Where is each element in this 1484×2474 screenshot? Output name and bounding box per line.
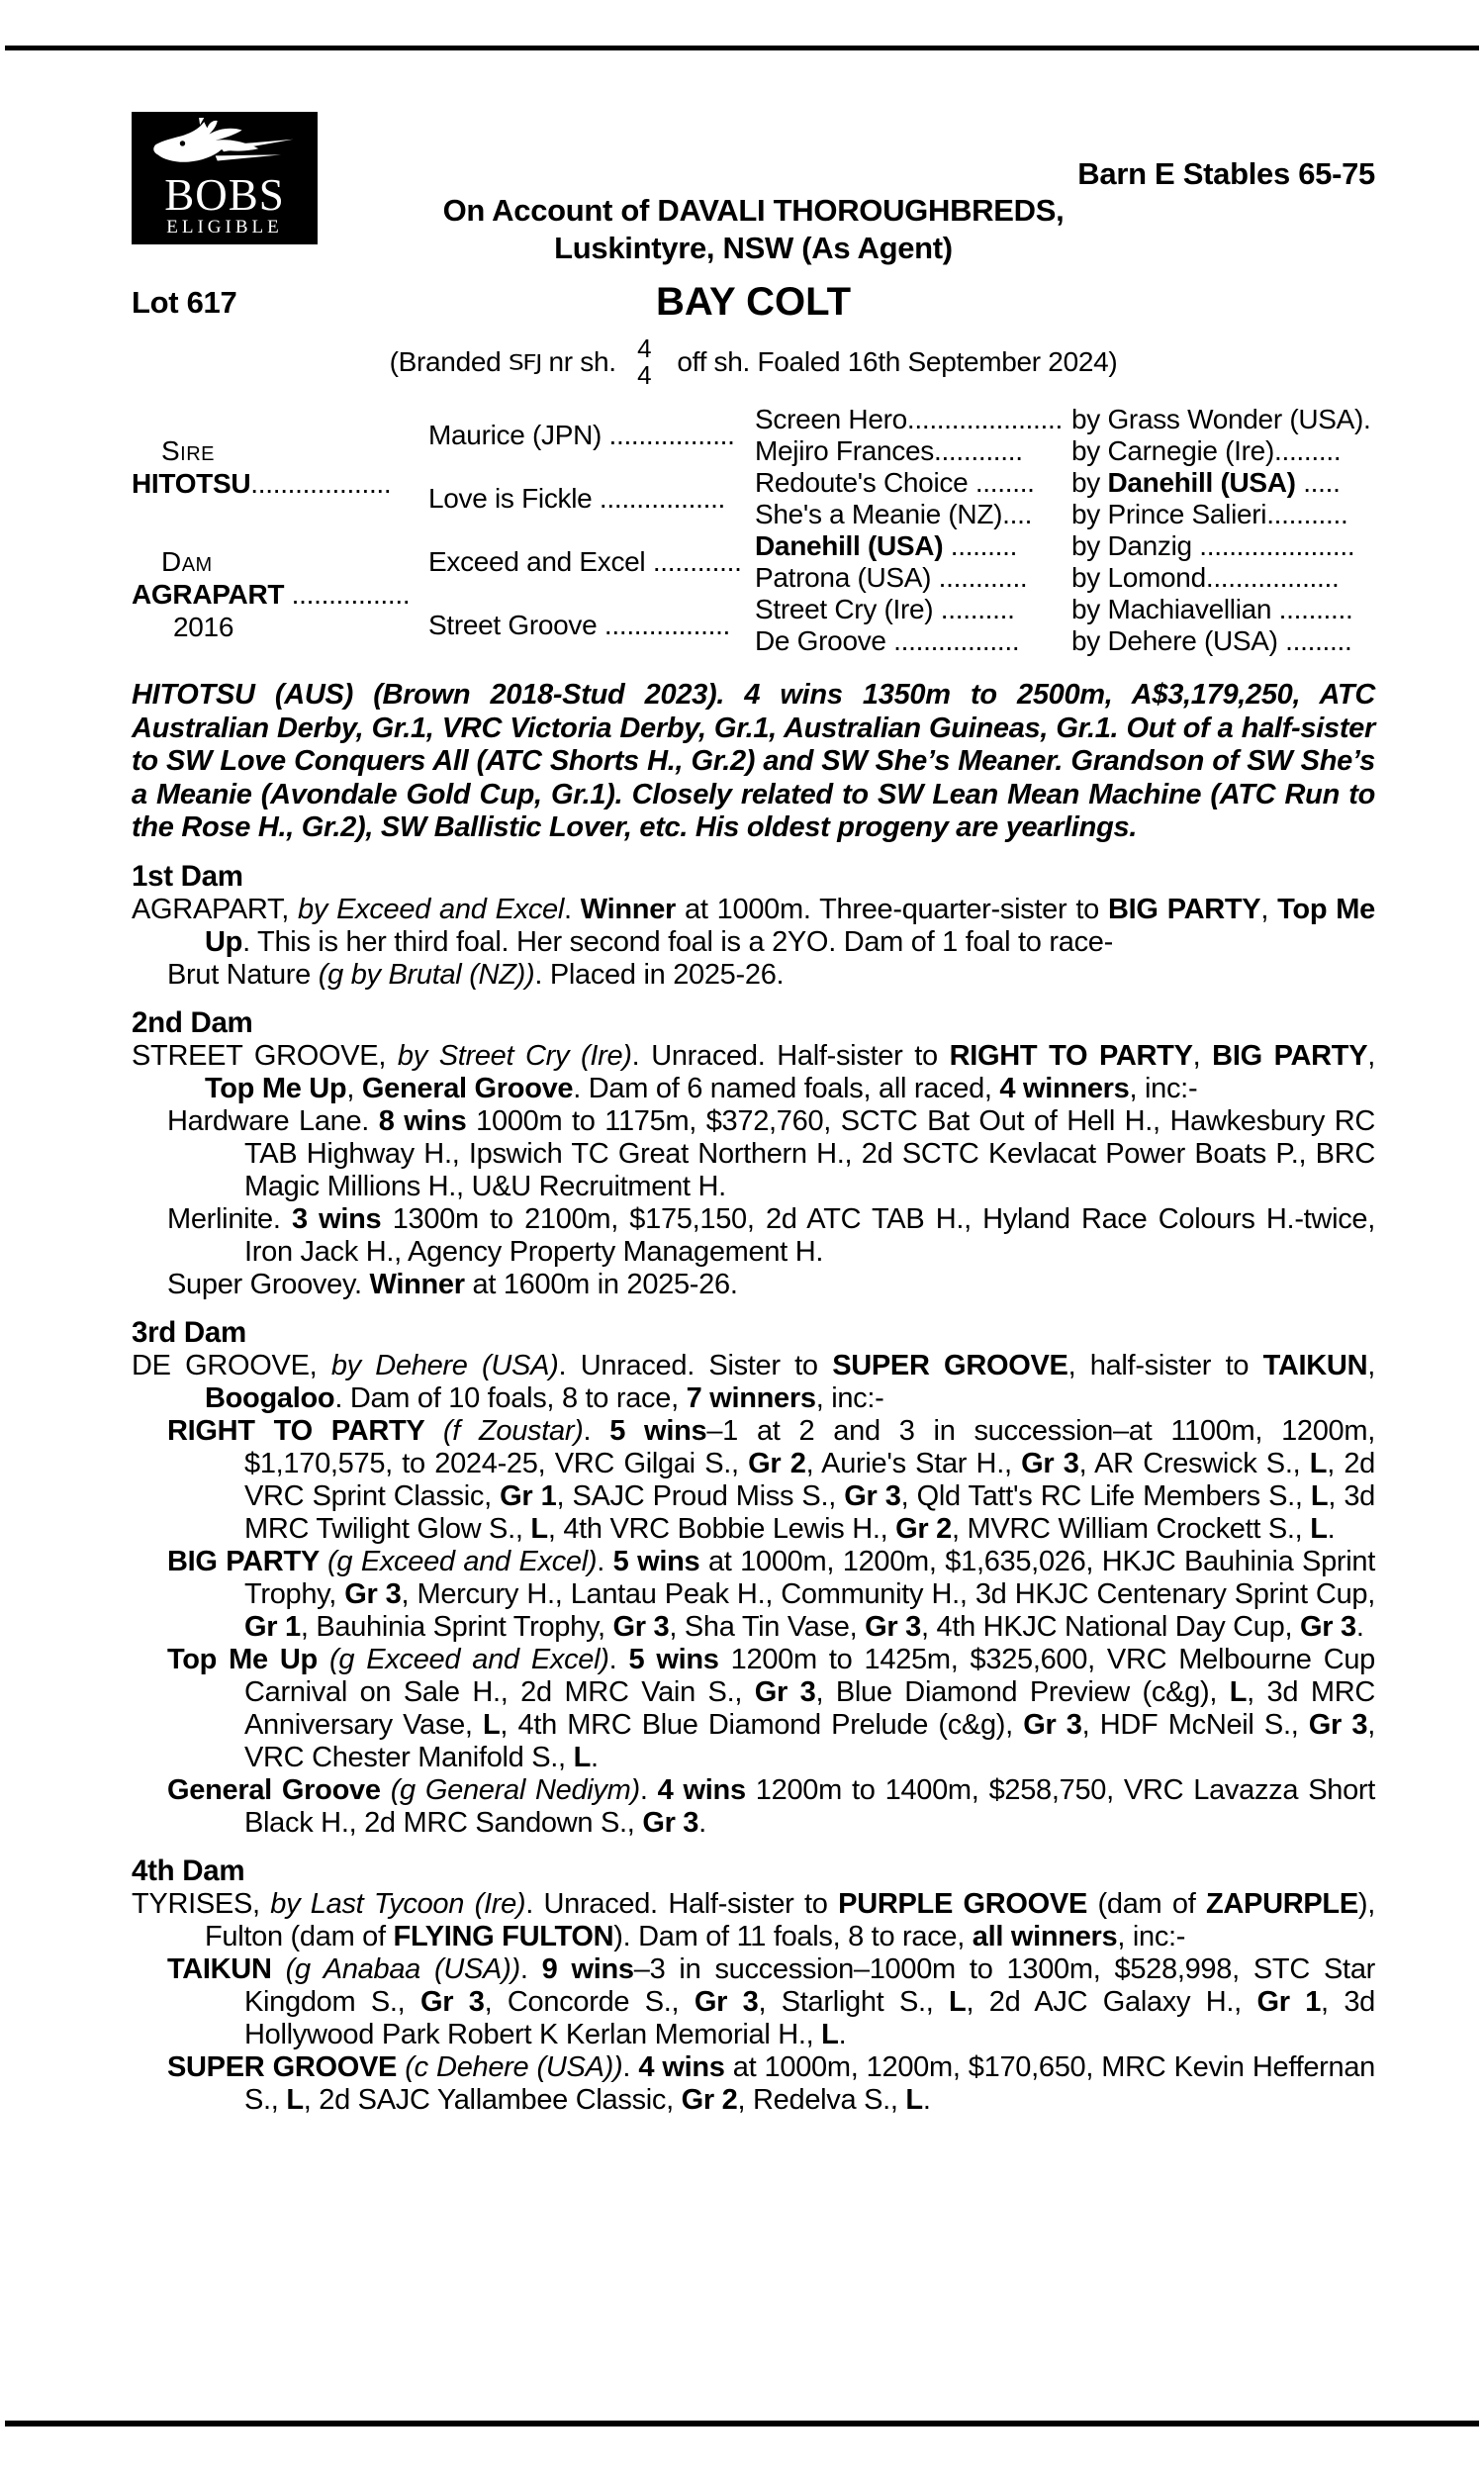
foal-entry	[167, 959, 1375, 992]
text-segment: , 2d AJC Galaxy H.,	[966, 1985, 1257, 2018]
foal-entry	[167, 1546, 1375, 1644]
text-segment: , AR Creswick S.,	[1078, 1447, 1310, 1479]
text-segment: , 4th MRC Blue Diamond Prelude (c&g),	[500, 1708, 1024, 1741]
sire-label: Sire	[161, 435, 216, 466]
pedigree-parent: Love is Fickle .................	[428, 483, 726, 514]
text-segment: .	[597, 1545, 613, 1577]
text-segment: .	[564, 893, 581, 925]
text-segment: by Grass Wonder (USA).	[1071, 404, 1371, 434]
text-segment: at 1000m. Three-quarter-sister to	[676, 893, 1109, 925]
text-segment: .	[591, 1741, 599, 1773]
dam-paragraph	[132, 1888, 1375, 1953]
text-segment: at 1600m in 2025-26.	[464, 1268, 738, 1300]
pedigree-grandparent	[755, 499, 1071, 530]
pedigree-great-grandsire	[1071, 499, 1375, 530]
text-segment: by Last Tycoon (Ire)	[270, 1887, 526, 1920]
text-segment: . Unraced. Half-sister to	[525, 1887, 839, 1920]
foal-entry	[167, 2051, 1375, 2117]
text-segment: BIG PARTY	[167, 1545, 328, 1577]
text-segment: Gr 3	[754, 1675, 816, 1708]
text-segment: . Unraced. Sister to	[558, 1349, 833, 1381]
dam-sections	[132, 859, 1375, 2117]
pedigree-parent: Maurice (JPN) .................	[428, 420, 735, 450]
text-segment: Gr 3	[1299, 1610, 1356, 1643]
text-segment: Redoute's Choice ........	[755, 467, 1035, 498]
pedigree-column-parents	[428, 404, 755, 657]
text-segment: ). Dam of 11 foals, 8 to race,	[613, 1920, 973, 1952]
text-segment: (g Anabaa (USA))	[285, 1952, 520, 1985]
text-segment: 9 wins	[541, 1952, 634, 1985]
text-segment: Gr 3	[344, 1577, 402, 1610]
bottom-rule	[5, 2421, 1479, 2426]
text-segment: .	[583, 1414, 610, 1447]
brand-number-bottom: 4	[637, 360, 652, 390]
dam-block	[132, 530, 428, 657]
text-segment: Gr 2	[748, 1447, 806, 1479]
text-segment: L	[905, 2083, 923, 2116]
text-segment: Gr 3	[1308, 1708, 1368, 1741]
text-segment: Winner	[369, 1268, 465, 1300]
text-segment: Gr 2	[895, 1512, 952, 1545]
dam-year: 2016	[173, 611, 234, 642]
dam-paragraph	[132, 894, 1375, 959]
text-segment: Patrona (USA) ............	[755, 562, 1028, 593]
pedigree-parent: Street Groove .................	[428, 610, 731, 640]
brand-mark: SFJ	[508, 349, 541, 375]
lot-title-row	[132, 279, 1375, 325]
text-segment: .	[608, 1643, 629, 1675]
text-segment: Gr 1	[500, 1479, 557, 1512]
lot-number: Lot 617	[132, 285, 237, 320]
text-segment: PURPLE GROOVE	[838, 1887, 1087, 1920]
text-segment: , 3d Hollywood Park Robert K Kerlan Memorial H.,	[244, 1985, 1375, 2050]
text-segment: RIGHT TO PARTY	[167, 1414, 443, 1447]
branded-prefix: (Branded	[389, 346, 509, 377]
text-segment: 4 wins	[657, 1773, 746, 1806]
text-segment: (f Zoustar)	[442, 1414, 584, 1447]
pedigree-grandparent	[755, 625, 1071, 657]
text-segment: Screen Hero.....................	[755, 404, 1063, 434]
text-segment: , HDF McNeil S.,	[1081, 1708, 1309, 1741]
text-segment: Gr 3	[694, 1985, 759, 2018]
pedigree-parent: Exceed and Excel ............	[428, 546, 742, 577]
text-segment: (g Exceed and Excel)	[327, 1545, 598, 1577]
text-segment: Mejiro Frances............	[755, 435, 1023, 466]
bobs-eligible-logo	[132, 112, 318, 244]
text-segment: Gr 3	[642, 1806, 699, 1839]
text-segment: 8 wins	[378, 1104, 467, 1137]
branded-line	[132, 327, 1375, 398]
text-segment: De Groove .................	[755, 625, 1020, 656]
text-segment: L	[1309, 1447, 1328, 1479]
text-segment: by Street Cry (Ire)	[397, 1039, 632, 1072]
text-segment: , Sha Tin Vase,	[669, 1610, 866, 1643]
dam-label: Dam	[161, 545, 213, 577]
text-segment: , Redelva S.,	[737, 2083, 906, 2116]
text-segment: ,	[1260, 893, 1278, 925]
text-segment: , 2d VRC Sprint Classic,	[244, 1447, 1375, 1512]
text-segment: L	[1310, 1479, 1329, 1512]
text-segment: Street Cry (Ire) ..........	[755, 594, 1015, 624]
text-segment: –3 in succession–1000m to 1300m, $528,998, STC Star Kingdom S.,	[244, 1952, 1375, 2018]
text-segment: by Dehere (USA) .........	[1071, 625, 1352, 656]
text-segment: Gr 1	[244, 1610, 301, 1643]
text-segment: Merlinite.	[167, 1202, 292, 1235]
text-segment: Gr 3	[612, 1610, 670, 1643]
text-segment: Top Me Up	[205, 893, 1375, 958]
brand-number	[637, 335, 651, 389]
text-segment: .	[838, 2018, 847, 2050]
foal-entry	[167, 1415, 1375, 1546]
pedigree-great-grandsire	[1071, 404, 1375, 435]
text-segment: Top Me Up	[205, 1072, 347, 1104]
text-segment: Super Groovey.	[167, 1268, 370, 1300]
text-segment: TAIKUN	[167, 1952, 286, 1985]
text-segment: Gr 3	[844, 1479, 901, 1512]
text-segment: by Prince Salieri...........	[1071, 499, 1348, 529]
pedigree-grandparent	[755, 530, 1071, 562]
pedigree-grandparent	[755, 404, 1071, 435]
text-segment: .........	[943, 530, 1018, 561]
text-segment: , 4th HKJC National Day Cup,	[921, 1610, 1300, 1643]
text-segment: .	[698, 1806, 706, 1839]
text-segment: . This is her third foal. Her second foal is a 2YO. Dam of 1 foal to race-	[242, 925, 1113, 958]
text-segment: ,	[1192, 1039, 1213, 1072]
text-segment: . Placed in 2025-26.	[534, 958, 785, 991]
text-segment: 7 winners	[686, 1381, 816, 1414]
pedigree-great-grandsire	[1071, 562, 1375, 594]
dam-heading: 3rd Dam	[132, 1315, 246, 1349]
pedigree-grandparent	[755, 435, 1071, 467]
text-segment: . Dam of 6 named foals, all raced,	[573, 1072, 1000, 1104]
pedigree-grandparent	[755, 594, 1071, 625]
text-segment: AGRAPART	[132, 578, 285, 610]
text-segment: . Dam of 10 foals, 8 to race,	[334, 1381, 687, 1414]
text-segment: FLYING FULTON	[393, 1920, 614, 1952]
text-segment: by Lomond..................	[1071, 562, 1340, 593]
foal-entry	[167, 1105, 1375, 1203]
text-segment: by Danzig .....................	[1071, 530, 1355, 561]
text-segment: ,	[1367, 1039, 1375, 1072]
text-segment: L	[821, 2018, 839, 2050]
text-segment: .	[519, 1952, 542, 1985]
text-segment: , Qld Tatt's RC Life Members S.,	[900, 1479, 1311, 1512]
logo-text-eligible: ELIGIBLE	[166, 217, 283, 238]
text-segment: TYRISES,	[132, 1887, 271, 1920]
text-segment: , half-sister to	[1067, 1349, 1263, 1381]
text-segment: by Machiavellian ..........	[1071, 594, 1353, 624]
pedigree-column-subject	[132, 404, 428, 657]
text-segment: 1300m to 2100m, $175,150, 2d ATC TAB H., Hyland Race Colours H.-twice, Iron Jack H., Agency Property Management H.	[244, 1202, 1375, 1268]
barn-stables-label: Barn E Stables 65-75	[1077, 156, 1375, 191]
text-segment: by	[1071, 467, 1108, 498]
text-segment: DE GROOVE,	[132, 1349, 331, 1381]
text-segment: , Bauhinia Sprint Trophy,	[300, 1610, 613, 1643]
text-segment: Gr 3	[1023, 1708, 1082, 1741]
text-segment: General Groove	[167, 1773, 391, 1806]
text-segment: by Carnegie (Ire).........	[1071, 435, 1342, 466]
sire-summary	[132, 679, 1375, 845]
text-segment: ZAPURPLE	[1206, 1887, 1358, 1920]
text-segment: Hardware Lane.	[167, 1104, 379, 1137]
text-segment: , inc:-	[815, 1381, 884, 1414]
text-segment: , Aurie's Star H.,	[805, 1447, 1022, 1479]
text-segment: ,	[1367, 1349, 1375, 1381]
text-segment: 3 wins	[291, 1202, 382, 1235]
text-segment: ,	[346, 1072, 362, 1104]
vendor-line-1: On Account of DAVALI THOROUGHBREDS,	[442, 193, 1065, 228]
text-segment: Gr 3	[419, 1985, 485, 2018]
text-segment: (c Dehere (USA))	[405, 2050, 623, 2083]
text-segment: , VRC Chester Manifold S.,	[244, 1708, 1375, 1773]
foal-entry	[167, 1203, 1375, 1269]
text-segment: TAIKUN	[1262, 1349, 1368, 1381]
text-segment: .	[1355, 1610, 1364, 1643]
pedigree-grandparent	[755, 562, 1071, 594]
text-segment: 5 wins	[612, 1545, 700, 1577]
text-segment: L	[482, 1708, 501, 1741]
text-segment: 1000m to 1175m, $372,760, SCTC Bat Out of Hell H., Hawkesbury RC TAB Highway H., Ipswich TC Great Northern H., 2d SCTC Kevlacat Power Boats P., BRC Magic Millions H., U&U Recruitment H.	[244, 1104, 1375, 1202]
text-segment: (g General Nediym)	[390, 1773, 640, 1806]
text-segment: ...................	[250, 468, 392, 499]
pedigree-great-grandsire	[1071, 530, 1375, 562]
text-segment: 4 winners	[999, 1072, 1130, 1104]
text-segment: L	[530, 1512, 548, 1545]
text-segment: L	[1229, 1675, 1248, 1708]
pedigree-grandparent	[755, 467, 1071, 499]
text-segment: 1200m to 1425m, $325,600, VRC Melbourne Cup Carnival on Sale H., 2d MRC Vain S.,	[244, 1643, 1375, 1708]
text-segment: L	[573, 1741, 591, 1773]
text-segment: SUPER GROOVE	[167, 2050, 406, 2083]
text-segment: (g Exceed and Excel)	[329, 1643, 609, 1675]
text-segment: L	[286, 2083, 304, 2116]
pedigree-great-grandsire	[1071, 435, 1375, 467]
text-segment: . Unraced. Half-sister to	[631, 1039, 950, 1072]
text-segment: Danehill (USA)	[755, 530, 944, 561]
text-segment: 4 wins	[638, 2050, 725, 2083]
text-segment: RIGHT TO PARTY	[949, 1039, 1193, 1072]
text-segment: , 2d SAJC Yallambee Classic,	[303, 2083, 682, 2116]
text-segment: , 3d MRC Twilight Glow S.,	[244, 1479, 1375, 1545]
text-segment: 1200m to 1400m, $258,750, VRC Lavazza Short Black H., 2d MRC Sandown S.,	[244, 1773, 1376, 1839]
text-segment: Danehill (USA)	[1107, 467, 1296, 498]
text-segment: , 3d MRC Anniversary Vase,	[244, 1675, 1375, 1741]
text-segment: L	[949, 1985, 967, 2018]
dam-name	[132, 578, 428, 611]
text-segment: General Groove	[361, 1072, 574, 1104]
text-segment: , Concorde S.,	[484, 1985, 695, 2018]
text-segment: L	[1310, 1512, 1328, 1545]
horse-head-icon	[145, 118, 304, 173]
text-segment: , Mercury H., Lantau Peak H., Community H., 3d HKJC Centenary Sprint Cup,	[401, 1577, 1375, 1610]
logo-text-bobs: BOBS	[164, 170, 285, 220]
pedigree-great-grandsire	[1071, 467, 1375, 499]
text-segment: .....	[1295, 467, 1341, 498]
page-title: BAY COLT	[655, 280, 852, 324]
text-segment: ................	[284, 578, 411, 610]
text-segment: , MVRC William Crockett S.,	[952, 1512, 1311, 1545]
brand-number-top: 4	[637, 333, 652, 363]
vendor-line-2: Luskintyre, NSW (As Agent)	[554, 231, 953, 265]
text-segment: BIG PARTY	[1108, 893, 1261, 925]
page-content	[132, 0, 1375, 2117]
text-segment: Winner	[580, 893, 677, 925]
branded-suffix: off sh. Foaled 16th September 2024)	[677, 346, 1118, 377]
text-segment: , inc:-	[1129, 1072, 1198, 1104]
text-segment: Gr 3	[865, 1610, 921, 1643]
text-segment: .	[1327, 1512, 1336, 1545]
text-segment: by Dehere (USA)	[330, 1349, 559, 1381]
text-segment: HITOTSU	[132, 468, 251, 499]
text-segment: BIG PARTY	[1212, 1039, 1368, 1072]
text-segment: AGRAPART,	[132, 893, 299, 925]
pedigree-table	[132, 404, 1375, 657]
sire-block	[132, 404, 428, 530]
text-segment: , Starlight S.,	[758, 1985, 950, 2018]
text-segment: 5 wins	[609, 1414, 707, 1447]
text-segment: , 4th VRC Bobbie Lewis H.,	[547, 1512, 896, 1545]
text-segment: STREET GROOVE,	[132, 1039, 398, 1072]
text-segment: She's a Meanie (NZ)....	[755, 499, 1033, 529]
dam-heading: 2nd Dam	[132, 1005, 253, 1039]
text-segment: , SAJC Proud Miss S.,	[556, 1479, 845, 1512]
text-segment: at 1000m, 1200m, $170,650, MRC Kevin Heffernan S.,	[244, 2050, 1376, 2116]
text-segment: –1 at 2 and 3 in succession–at 1100m, 1200m, $1,170,575, to 2024-25, VRC Gilgai S.,	[244, 1414, 1375, 1479]
text-segment: all winners	[972, 1920, 1118, 1952]
text-segment: HITOTSU (AUS) (Brown 2018-Stud 2023). 4 wins 1350m to 2500m, A$3,179,250, ATC Australian Derby, Gr.1, VRC Victoria Derby, Gr.1, Australian Guineas, Gr.1. Out of a half-sister to SW Love Conquers All (ATC Shorts H., Gr.2) and SW She’s Meaner. Grandson of SW She’s a Meanie (Avondale Gold Cup, Gr.1). Closely related to SW Lean Mean Machine (ATC Run to the Rose H., Gr.2), SW Ballistic Lover, etc. His oldest progeny are yearlings.	[132, 679, 1375, 843]
pedigree-great-grandsire	[1071, 625, 1375, 657]
foal-entry	[167, 1774, 1375, 1840]
pedigree-great-grandsire	[1071, 594, 1375, 625]
dam-heading: 1st Dam	[132, 859, 243, 893]
text-segment: SUPER GROOVE	[832, 1349, 1068, 1381]
text-segment: , inc:-	[1117, 1920, 1186, 1952]
dam-heading: 4th Dam	[132, 1854, 245, 1887]
dam-paragraph	[132, 1040, 1375, 1105]
text-segment: .	[622, 2050, 639, 2083]
text-segment: Boogaloo	[205, 1381, 335, 1414]
text-segment: .	[639, 1773, 658, 1806]
pedigree-column-grandparents	[755, 404, 1375, 657]
text-segment: (g by Brutal (NZ))	[318, 958, 535, 991]
text-segment: 5 wins	[628, 1643, 719, 1675]
sire-name	[132, 467, 428, 500]
text-segment: Gr 2	[681, 2083, 738, 2116]
text-segment: Gr 3	[1021, 1447, 1079, 1479]
text-segment: .	[922, 2083, 931, 2116]
text-segment: Top Me Up	[167, 1643, 330, 1675]
dam-paragraph	[132, 1350, 1375, 1415]
foal-entry	[167, 1953, 1375, 2051]
text-segment: Gr 1	[1256, 1985, 1322, 2018]
text-segment: by Exceed and Excel	[298, 893, 564, 925]
text-segment: Brut Nature	[167, 958, 319, 991]
foal-entry	[167, 1269, 1375, 1301]
text-segment: , Blue Diamond Preview (c&g),	[815, 1675, 1230, 1708]
foal-entry	[167, 1644, 1375, 1774]
text-segment: ), Fulton (dam of	[205, 1887, 1376, 1952]
branded-near-side: nr sh.	[540, 346, 624, 377]
text-segment: at 1000m, 1200m, $1,635,026, HKJC Bauhinia Sprint Trophy,	[244, 1545, 1376, 1610]
text-segment: (dam of	[1087, 1887, 1206, 1920]
